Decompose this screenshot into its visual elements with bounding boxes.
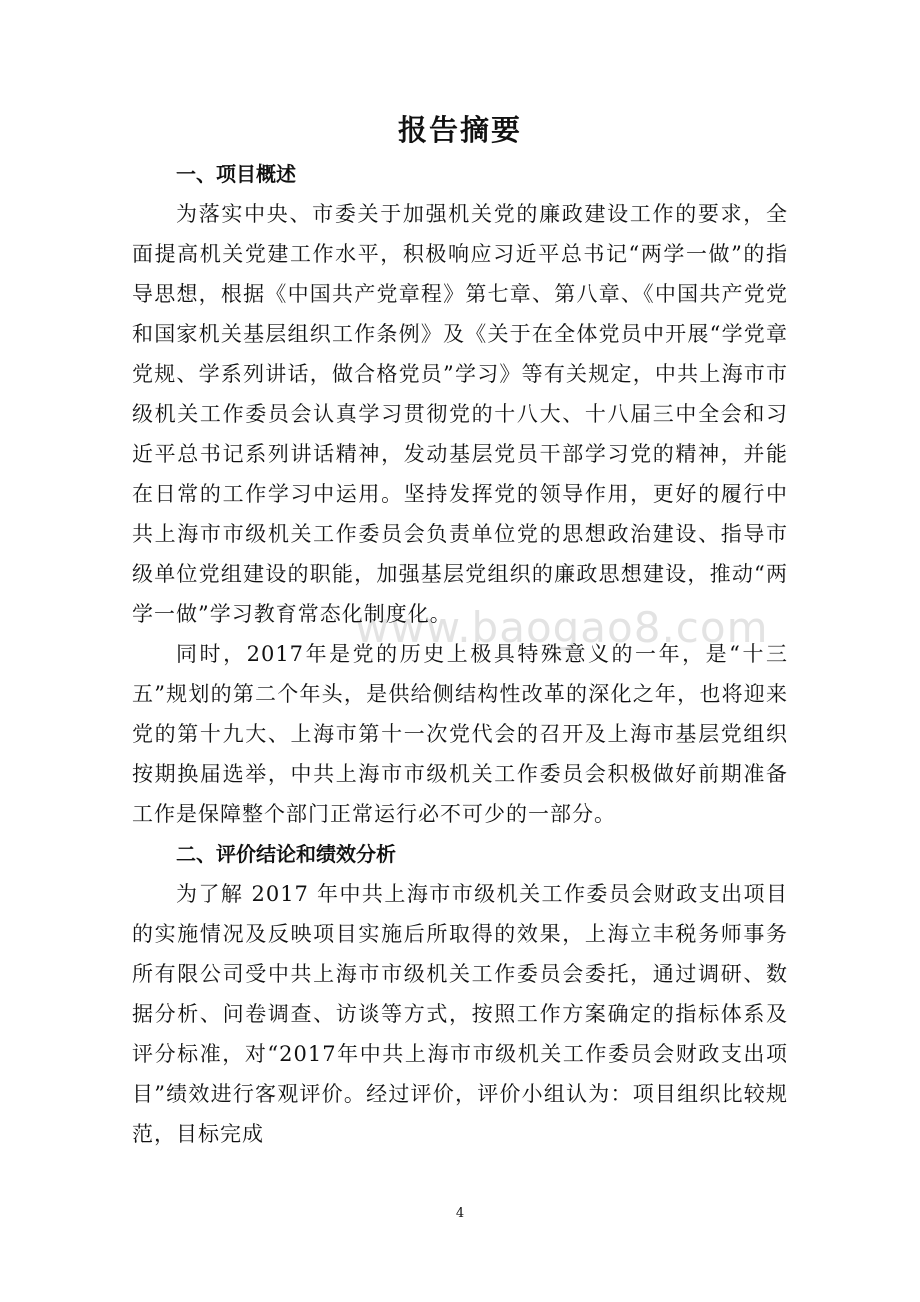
paragraph: 为落实中央、市委关于加强机关党的廉政建设工作的要求，全面提高机关党建工作水平，积极响应习近平总书记“两学一做”的指导思想，根据《中国共产党章程》第七章、第八章、《中国共产党党和国家机关基层组织工作条例》及《关于在全体党员中开展“学党章党规、学系列讲话，做合格党员”学习》等有关规定，中共上海市市级机关工作委员会认真学习贯彻党的十八大、十八届三中全会和习近平总书记系列讲话精神，发动基层党员干部学习党的精神，并能在日常的工作学习中运用。坚持发挥党的领导作用，更好的履行中共上海市市级机关工作委员会负责单位党的思想政治建设、指导市级单位党组建设的职能，加强基层党组织的廉政思想建设，推动“两学一做”学习教育常态化制度化。: [132, 202, 788, 626]
watermark: www.baogao8.com: [355, 603, 769, 652]
page-title: 报告摘要: [397, 113, 522, 147]
section-heading-conclusion: 二、评价结论和绩效分析: [176, 842, 396, 866]
paragraph: 为了解 2017 年中共上海市市级机关工作委员会财政支出项目的实施情况及反映项目实施后所取得的效果，上海立丰税务师事务所有限公司受中共上海市市级机关工作委员会委托，通过调研、数据分析、问卷调查、访谈等方式，按照工作方案确定的指标体系及评分标准，对“2017年中共上海市市级机关工作委员会财政支出项目”绩效进行客观评价。经过评价，评价小组认为：项目组织比较规范，目标完成: [132, 882, 788, 1146]
page-number: 4: [455, 1206, 465, 1221]
paragraph: 同时，2017年是党的历史上极具特殊意义的一年，是“十三五”规划的第二个年头，是供给侧结构性改革的深化之年，也将迎来党的第十九大、上海市第十一次党代会的召开及上海市基层党组织按期换届选举，中共上海市市级机关工作委员会积极做好前期准备工作是保障整个部门正常运行必不可少的一部分。: [132, 642, 788, 826]
section-heading-overview: 一、项目概述: [176, 162, 296, 186]
document-body: [132, 154, 788, 1154]
